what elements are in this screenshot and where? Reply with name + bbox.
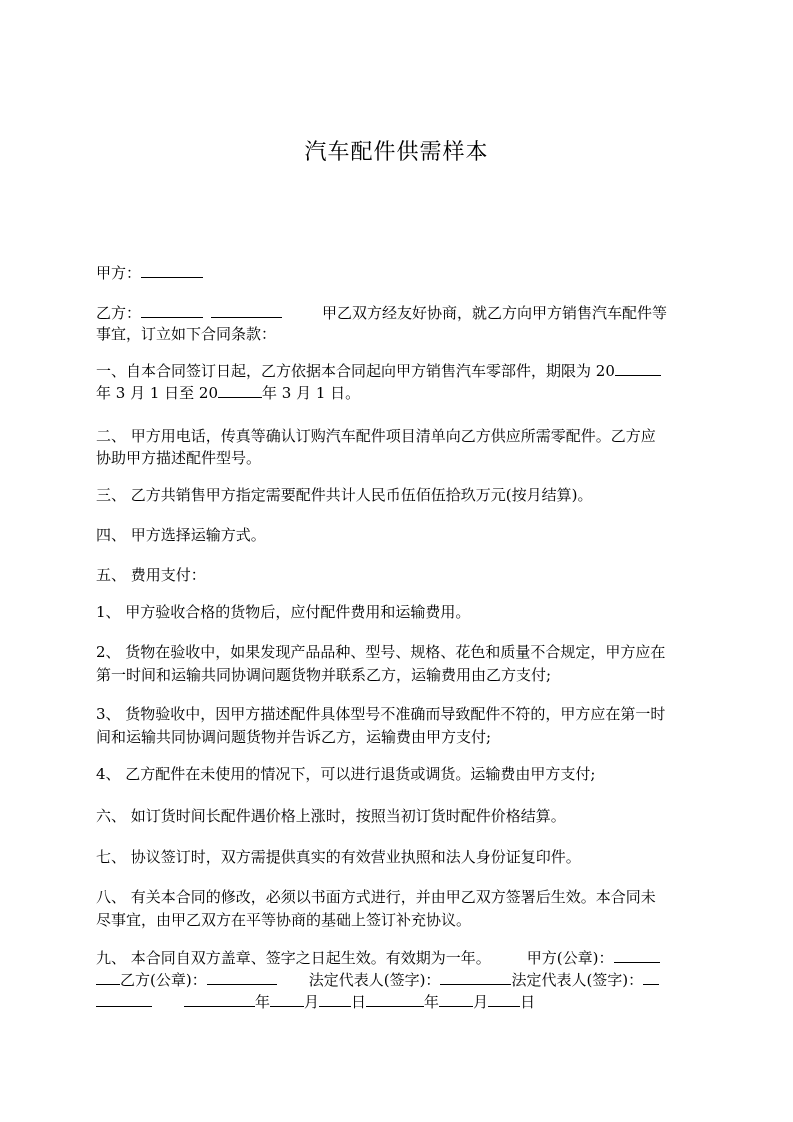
payment-item-1: 1、 甲方验收合格的货物后，应付配件费用和运输费用。 <box>96 603 471 621</box>
payment-item-2-line-1: 2、 货物在验收中，如果发现产品品种、型号、规格、花色和质量不合规定，甲方应在 <box>96 643 666 661</box>
clause-7: 七、 协议签订时，双方需提供真实的有效营业执照和法人身份证复印件。 <box>96 848 581 866</box>
clause-1-line-1 <box>96 359 661 382</box>
clause-5: 五、 费用支付： <box>96 566 206 584</box>
party-a-rep-blank <box>440 968 511 985</box>
date-b-day-label: 日 <box>520 993 536 1011</box>
party-a-line <box>96 261 203 284</box>
party-b-rep-label: 法定代表人(签字)： <box>511 971 644 989</box>
signature-line-2 <box>96 968 659 991</box>
party-a-rep-label: 法定代表人(签字)： <box>308 971 441 989</box>
clause-1-line-2 <box>96 381 360 404</box>
payment-item-3-line-1: 3、 货物验收中，因甲方描述配件具体型号不准确而导致配件不符的，甲方应在第一时 <box>96 705 666 723</box>
party-b-rep-blank <box>643 968 659 985</box>
clause-4: 四、 甲方选择运输方式。 <box>96 526 266 544</box>
intro-text-1: 甲乙双方经友好协商，就乙方向甲方销售汽车配件等 <box>322 304 668 322</box>
party-a-label: 甲方： <box>96 264 142 282</box>
clause-2-line-2: 协助甲方描述配件型号。 <box>96 449 262 467</box>
payment-item-3-line-2: 间和运输共同协调问题货物并告诉乙方，运输费由甲方支付; <box>96 728 492 746</box>
intro-line-2: 事宜，订立如下合同条款： <box>96 325 277 343</box>
date-b-year-blank <box>366 990 424 1007</box>
date-a-month-label: 月 <box>304 993 320 1011</box>
clause-3: 三、 乙方共销售甲方指定需要配件共计人民币伍佰伍拾玖万元(按月结算)。 <box>96 486 593 504</box>
clause-8-line-2: 尽事宜，由甲乙双方在平等协商的基础上签订补充协议。 <box>96 911 472 929</box>
party-b-line <box>96 301 667 324</box>
signature-date-line <box>96 990 535 1013</box>
date-a-year-blank <box>184 990 255 1007</box>
clause-9-line-1 <box>96 946 660 969</box>
clause-9-text: 九、 本合同自双方盖章、签字之日起生效。有效期为一年。 <box>96 949 491 967</box>
date-b-month-blank <box>439 990 473 1007</box>
party-b-blank-2 <box>211 301 282 318</box>
clause-1-year-blank-1 <box>615 359 661 376</box>
clause-6: 六、 如订货时间长配件遇价格上涨时，按照当初订货时配件价格结算。 <box>96 807 566 825</box>
clause-1-text-2a: 年 3 月 1 日至 20 <box>96 384 219 402</box>
date-a-year-label: 年 <box>255 993 271 1011</box>
party-b-seal-label: 乙方(公章)： <box>120 971 207 989</box>
party-b-seal-blank <box>207 968 277 985</box>
document-title: 汽车配件供需样本 <box>304 140 489 165</box>
date-a-month-blank <box>270 990 304 1007</box>
clause-1-year-blank-2 <box>218 381 262 398</box>
party-b-blank-1 <box>141 301 203 318</box>
clause-2-line-1: 二、 甲方用电话，传真等确认订购汽车配件项目清单向乙方供应所需零配件。乙方应 <box>96 427 656 445</box>
party-b-label: 乙方： <box>96 304 142 322</box>
party-a-seal-label: 甲方(公章)： <box>526 949 614 967</box>
clause-1-text-2b: 年 3 月 1 日。 <box>262 384 361 402</box>
party-a-blank <box>141 261 203 278</box>
date-a-day-blank <box>319 990 351 1007</box>
clause-1-text: 一、自本合同签订日起，乙方依据本合同起向甲方销售汽车零部件，期限为 20 <box>96 362 615 380</box>
party-a-seal-blank <box>614 946 660 963</box>
date-a-day-label: 日 <box>351 993 367 1011</box>
payment-item-2-line-2: 第一时间和运输共同协调问题货物并联系乙方，运输费用由乙方支付; <box>96 666 552 684</box>
date-b-year-label: 年 <box>424 993 440 1011</box>
date-b-day-blank <box>488 990 520 1007</box>
date-b-month-label: 月 <box>473 993 489 1011</box>
clause-8-line-1: 八、 有关本合同的修改，必须以书面方式进行，并由甲乙双方签署后生效。本合同未 <box>96 888 656 906</box>
party-a-seal-blank-cont <box>96 968 120 985</box>
payment-item-4: 4、 乙方配件在未使用的情况下，可以进行退货或调货。运输费由甲方支付; <box>96 765 596 783</box>
party-b-rep-blank-cont <box>96 990 152 1007</box>
